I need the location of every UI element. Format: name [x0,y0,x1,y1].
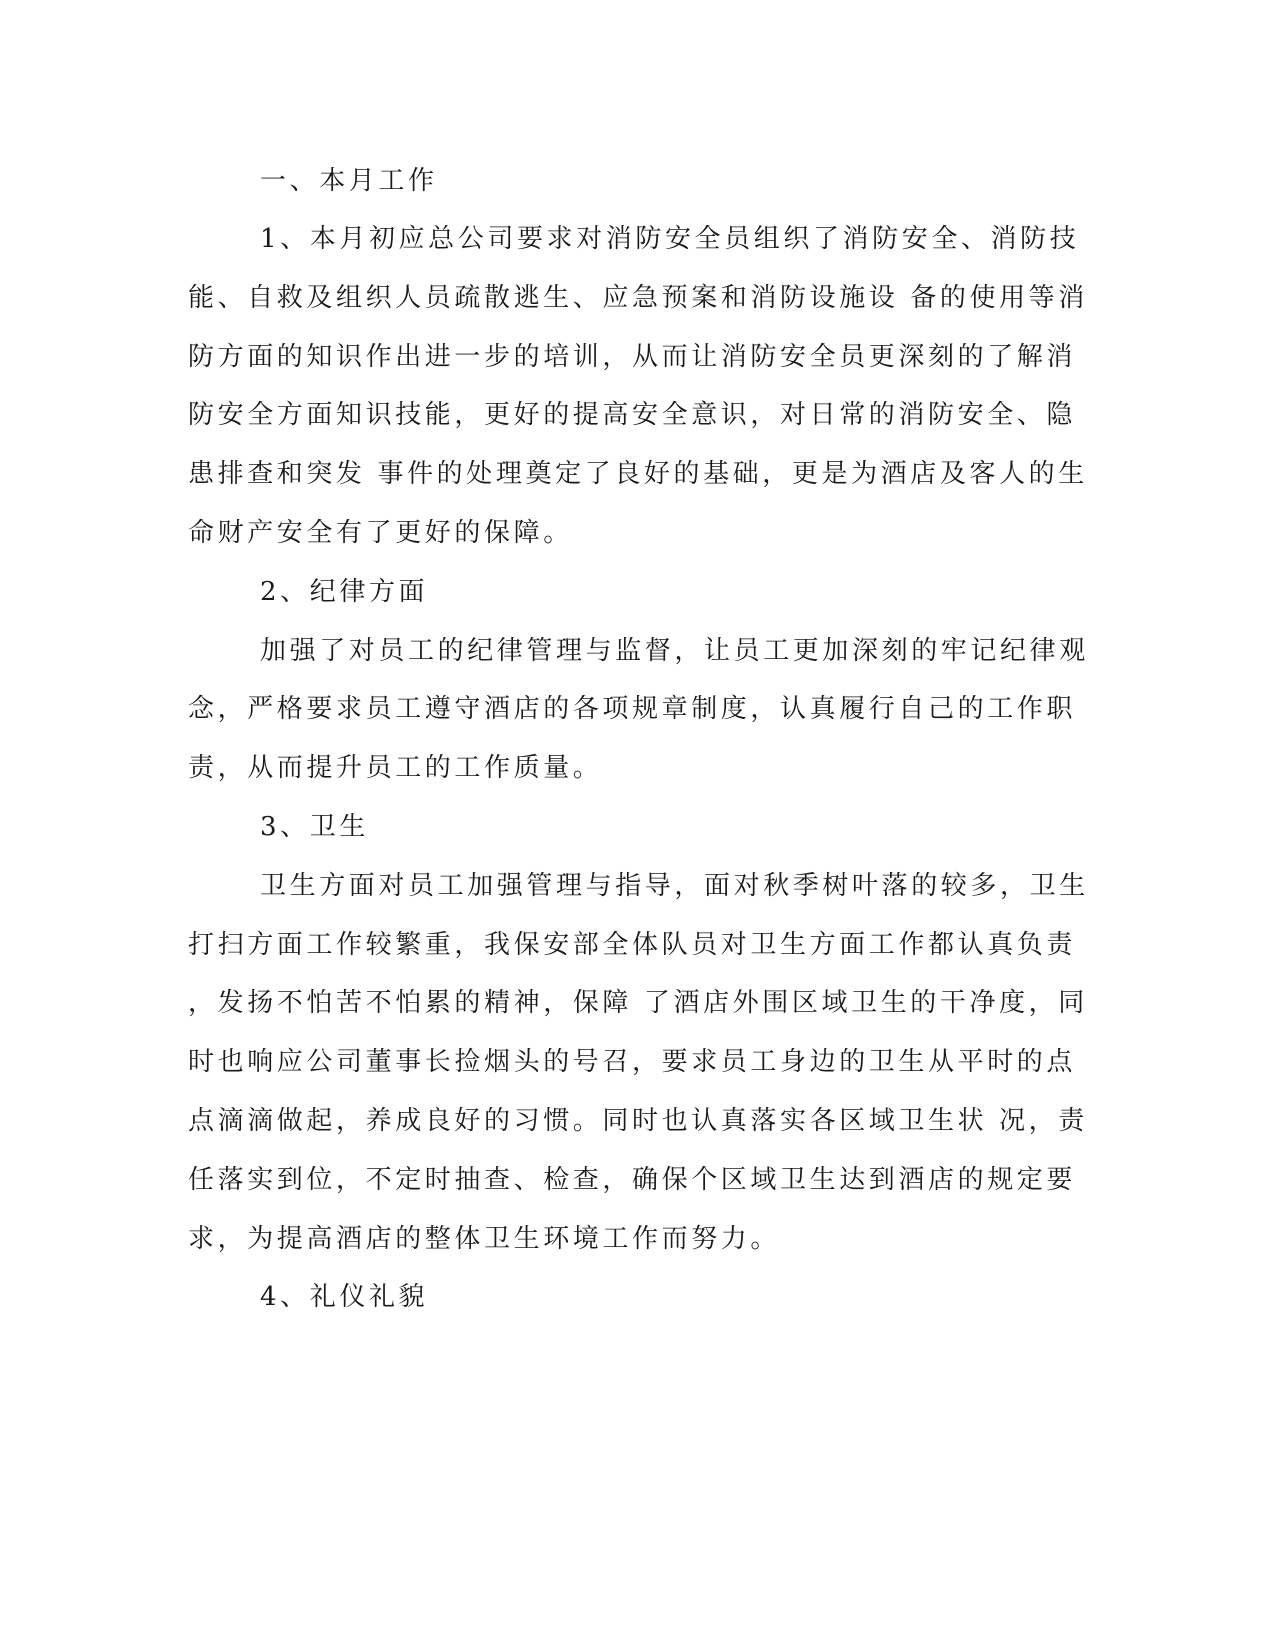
paragraph-line: 打扫方面工作较繁重，我保安部全体队员对卫生方面工作都认真负责 [188,930,1077,960]
item4-heading: 4、礼仪礼貌 [260,1282,429,1312]
item3-heading: 3、卫生 [260,812,369,842]
paragraph-line: 任落实到位，不定时抽查、检查，确保个区域卫生达到酒店的规定要 [188,1165,1077,1195]
paragraph-line: 求，为提高酒店的整体卫生环境工作而努力。 [188,1224,781,1254]
paragraph-line: 防方面的知识作出进一步的培训，从而让消防安全员更深刻的了解消 [188,342,1077,372]
item1-heading: 1、本月初应总公司要求对消防安全员组织了消防安全、消防技 [260,224,1080,254]
paragraph-line: ，发扬不怕苦不怕累的精神，保障 了酒店外围区域卫生的干净度，同 [188,988,1088,1018]
paragraph-line: 加强了对员工的纪律管理与监督，让员工更加深刻的牢记纪律观 [260,636,1089,666]
item2-heading: 2、纪律方面 [260,577,429,607]
paragraph-line: 能、自救及组织人员疏散逃生、应急预案和消防设施设 备的使用等消 [188,283,1088,313]
paragraph-line: 命财产安全有了更好的保障。 [188,518,573,548]
paragraph-line: 责，从而提升员工的工作质量。 [188,753,603,783]
paragraph-line: 防安全方面知识技能，更好的提高安全意识，对日常的消防安全、隐 [188,400,1077,430]
paragraph-line: 患排查和突发 事件的处理奠定了良好的基础，更是为酒店及客人的生 [188,459,1088,489]
paragraph-line: 念，严格要求员工遵守酒店的各项规章制度，认真履行自己的工作职 [188,694,1077,724]
section-heading: 一、本月工作 [260,166,438,196]
paragraph-line: 点滴滴做起，养成良好的习惯。同时也认真落实各区域卫生状 况，责 [188,1106,1088,1136]
paragraph-line: 卫生方面对员工加强管理与指导，面对秋季树叶落的较多，卫生 [260,871,1089,901]
paragraph-line: 时也响应公司董事长捡烟头的号召，要求员工身边的卫生从平时的点 [188,1047,1077,1077]
